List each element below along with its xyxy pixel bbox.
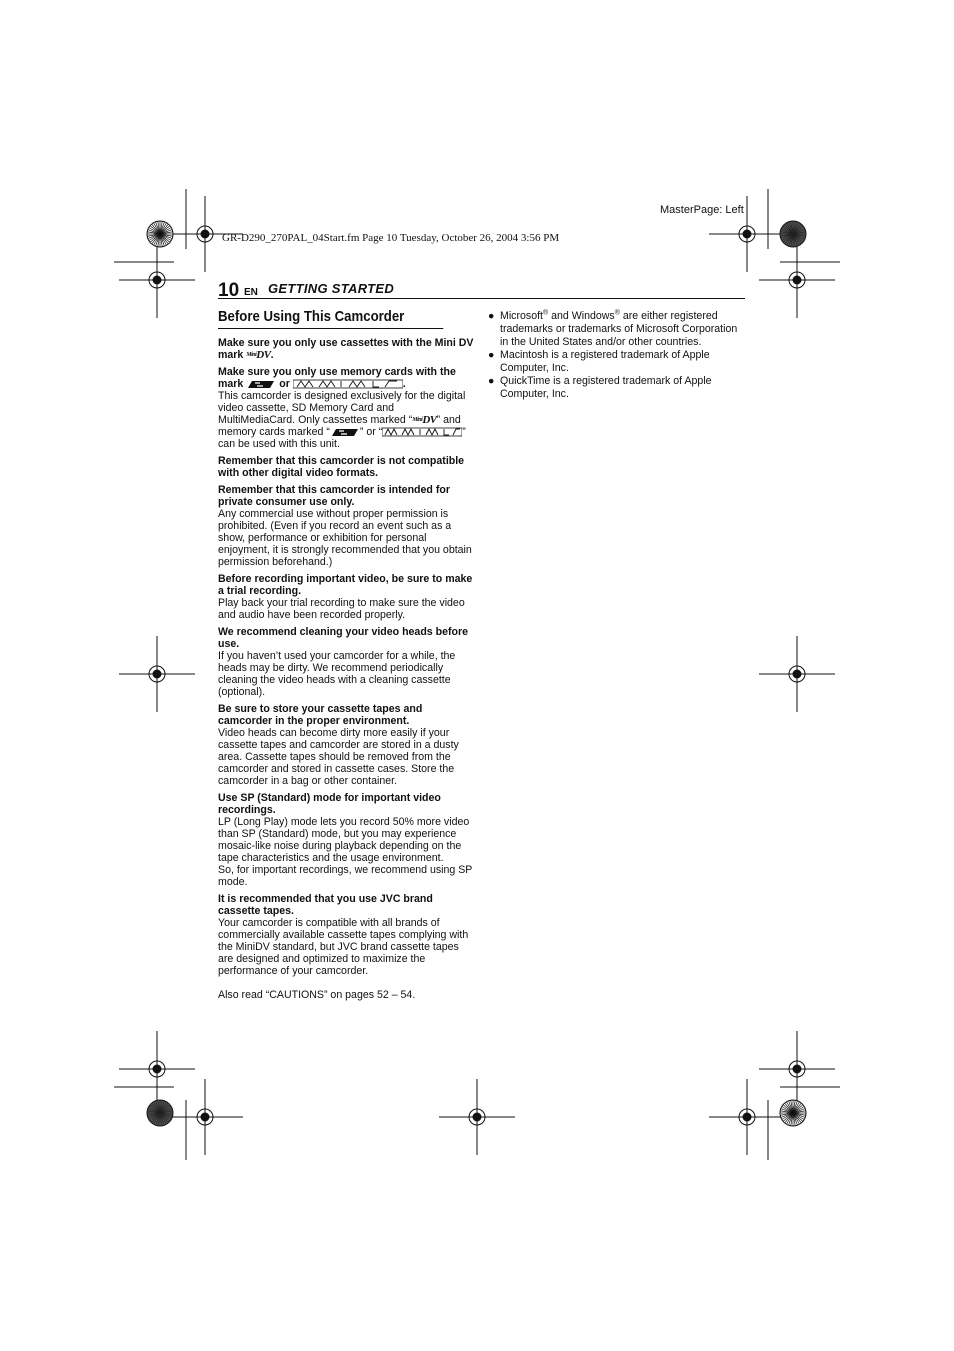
minidv-logo-icon: $^{Mini}$DV (412, 414, 437, 426)
minidv-logo-icon: $^{Mini}$DV (246, 349, 271, 361)
list-item: ● Macintosh is a registered trademark of Apple Computer, Inc. (488, 349, 710, 374)
memory-cards-text-d: ” can be used with this unit. (218, 426, 466, 450)
minidv-heading: Make sure you only use cassettes with the Mini DV mark $^{Mini}$DV. (218, 337, 474, 361)
bullet-icon: ● (488, 349, 495, 361)
list-item: ● QuickTime is a registered trademark of Apple Computer, Inc. (488, 375, 712, 400)
list-item: ● Microsoft® and Windows® are either registered trademarks or trademarks of Microsoft Corporation in the United States and/or other countries. (488, 309, 738, 348)
section-title: GETTING STARTED (268, 281, 395, 296)
language-code: EN (244, 287, 258, 298)
trademark-list (488, 310, 738, 401)
paragraph-private-use (218, 484, 474, 568)
registration-mark-icon (759, 242, 835, 318)
jvc-tapes-heading: It is recommended that you use JVC brand cassette tapes. (218, 893, 433, 917)
paragraph-sp-mode (218, 792, 474, 888)
cautions-reference: Also read “CAUTIONS” on pages 52 – 54. (218, 989, 416, 1001)
registration-mark-icon (119, 242, 195, 318)
private-use-text: Any commercial use without proper permission is prohibited. (Even if you record an event such as a show, performance or exhibition for personal enjoyment, it is strongly recommended that you obtain permission beforehand.) (218, 508, 472, 568)
multimediacard-logo-icon (382, 427, 462, 437)
paragraph-minidv (218, 337, 474, 361)
color-wheel-icon (147, 221, 173, 247)
registration-mark-icon (439, 1079, 515, 1155)
paragraph-storage (218, 703, 474, 787)
trial-recording-text: Play back your trial recording to make sure the video and audio have been recorded properly. (218, 597, 465, 621)
sd-logo-icon (246, 379, 276, 390)
paragraph-video-heads (218, 626, 474, 698)
jvc-tapes-text: Your camcorder is compatible with all brands of commercially available cassette tapes complying with the MiniDV standard, but JVC brand cassette tapes are designed and optimized to maximize the performance of your camcorder. (218, 917, 469, 977)
memory-cards-text-a: This camcorder is designed exclusively for the digital video cassette, SD Memory Card and MultiMediaCard. Only cassettes marked “ (218, 390, 466, 426)
registration-mark-icon (709, 1079, 785, 1155)
paragraph-jvc-tapes (218, 893, 474, 977)
trial-recording-heading: Before recording important video, be sure to make a trial recording. (218, 573, 473, 597)
page-title: Before Using This Camcorder (218, 308, 443, 329)
color-wheel-icon (147, 1100, 173, 1126)
right-column (488, 310, 738, 401)
masterpage-label: MasterPage: Left (660, 204, 744, 216)
sp-mode-text: LP (Long Play) mode lets you record 50% more video than SP (Standard) mode, but you may experience mosaic-like noise during playback depending on the tape characteristics and the usage environment. (218, 816, 470, 864)
bullet-icon: ● (488, 375, 495, 387)
paragraph-trial-recording (218, 573, 474, 621)
video-heads-text: If you haven’t used your camcorder for a while, the heads may be dirty. We recommend periodically cleaning the video heads with a cleaning cassette (optional). (218, 650, 456, 698)
paragraph-memory-cards (218, 366, 474, 450)
sp-mode-text-2: So, for important recordings, we recommend using SP mode. (218, 864, 473, 888)
video-heads-heading: We recommend cleaning your video heads before use. (218, 626, 469, 650)
memory-cards-heading: Make sure you only use memory cards with the mark or . (218, 366, 456, 390)
paragraph-compatibility (218, 455, 474, 479)
memory-cards-text-c: ” or “ (359, 426, 383, 438)
storage-text: Video heads can become dirty more easily if your cassette tapes and camcorder are stored in a dusty area. Cassette tapes should be removed from the camcorder and stored in cassette cases. Store the camcorder in a bag or other container. (218, 727, 459, 787)
multimediacard-logo-icon (293, 379, 403, 389)
color-wheel-icon (780, 221, 806, 247)
registration-mark-icon (759, 1031, 835, 1107)
memory-cards-text-b: ” and memory cards marked “ (218, 414, 461, 438)
registration-mark-icon (119, 636, 195, 712)
registration-mark-icon (119, 1031, 195, 1107)
storage-heading: Be sure to store your cassette tapes and camcorder in the proper environment. (218, 703, 423, 727)
private-use-heading: Remember that this camcorder is intended for private consumer use only. (218, 484, 450, 508)
sp-mode-heading: Use SP (Standard) mode for important video recordings. (218, 792, 441, 816)
registration-mark-icon (167, 1079, 243, 1155)
color-wheel-icon (780, 1100, 806, 1126)
page-number: 10 (218, 280, 240, 301)
registration-mark-icon (759, 636, 835, 712)
bullet-icon: ● (488, 310, 495, 322)
page-header (218, 281, 745, 299)
file-info: GR-D290_270PAL_04Start.fm Page 10 Tuesday, October 26, 2004 3:56 PM (222, 232, 560, 244)
left-column (218, 337, 474, 1006)
compatibility-heading: Remember that this camcorder is not compatible with other digital video formats. (218, 455, 465, 479)
sd-logo-icon (330, 427, 360, 438)
